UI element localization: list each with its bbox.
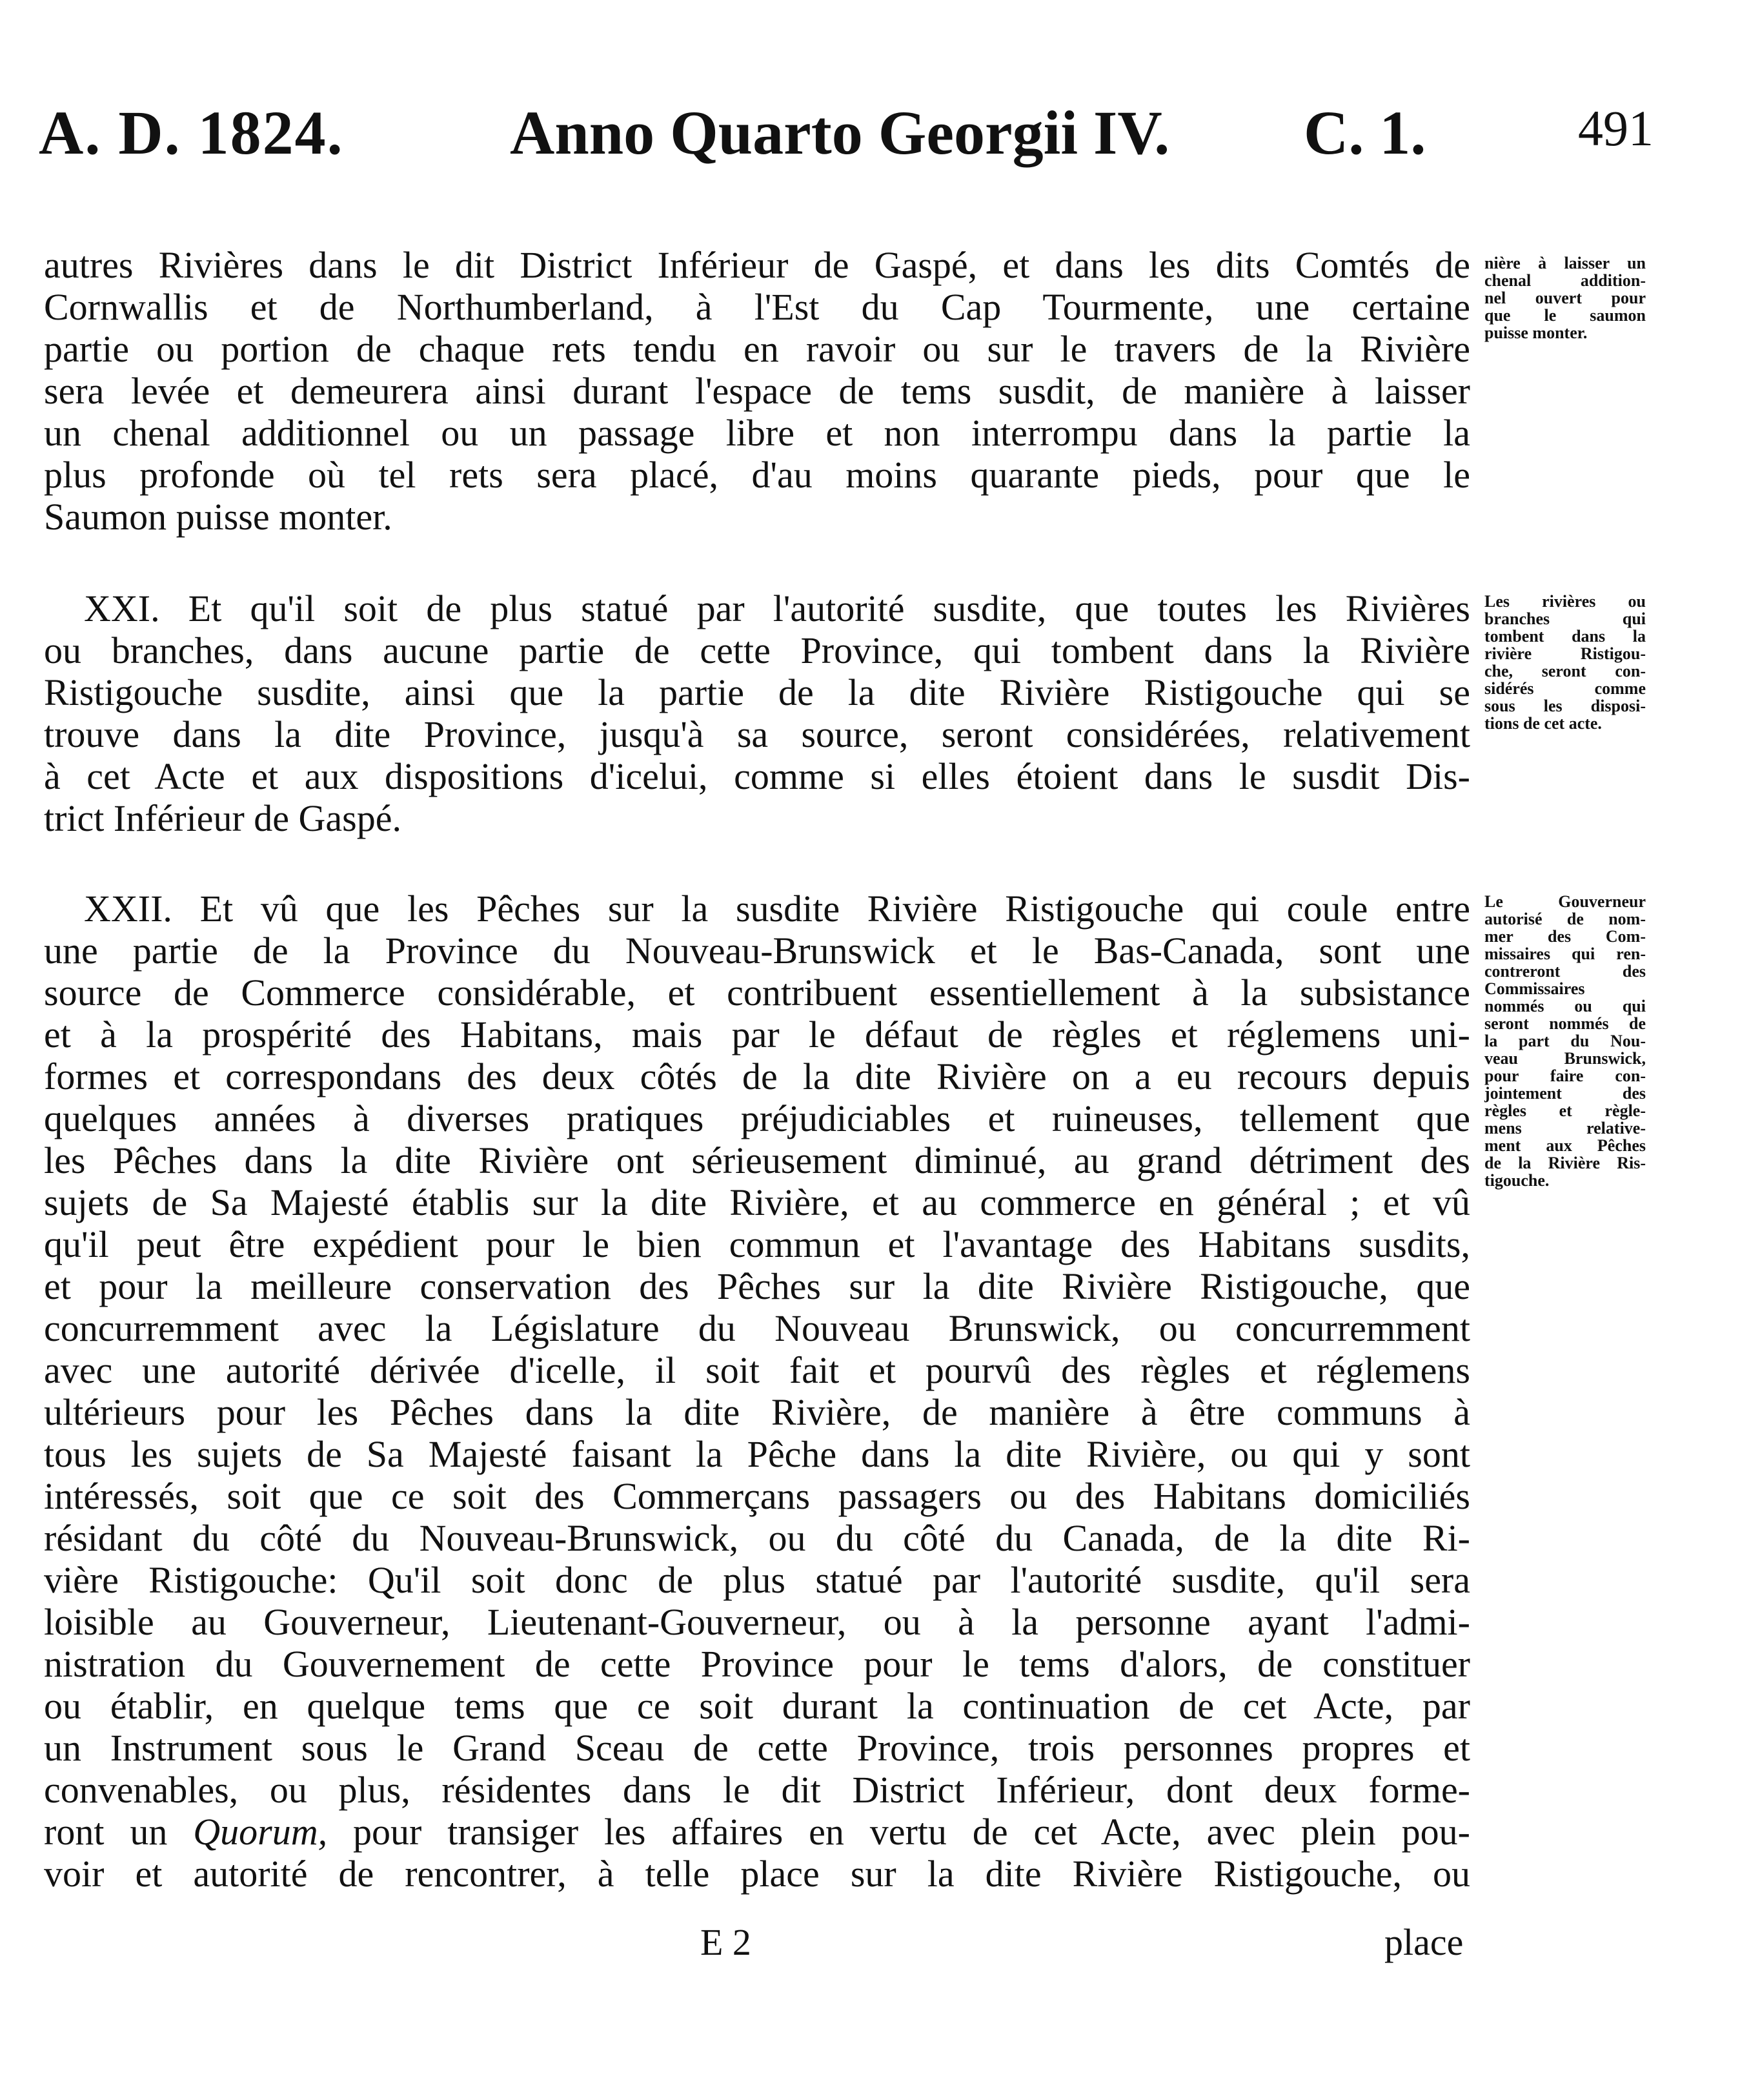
text-line: plus profonde où tel rets sera placé, d'au moins quarante pieds, pour que le <box>44 454 1470 496</box>
paragraph-continuation <box>44 244 1470 538</box>
margin-note-line: nommés ou qui <box>1484 997 1646 1015</box>
text-line: à cet Acte et aux dispositions d'icelui, comme si elles étoient dans le susdit Dis- <box>44 755 1470 797</box>
text-line: autres Rivières dans le dit District Inférieur de Gaspé, et dans les dits Comtés de <box>44 244 1470 286</box>
margin-note-line: seront nommés de <box>1484 1014 1646 1033</box>
text-line: loisible au Gouverneur, Lieutenant-Gouverneur, ou à la personne ayant l'admi- <box>44 1601 1470 1643</box>
margin-note-line: contreront des <box>1484 962 1646 981</box>
text-line: vière Ristigouche: Qu'il soit donc de plus statué par l'autorité susdite, qu'il sera <box>44 1559 1470 1601</box>
margin-note-line: tions de cet acte. <box>1484 714 1602 733</box>
text-line: trict Inférieur de Gaspé. <box>44 797 401 839</box>
margin-note-line: sous les disposi- <box>1484 697 1646 715</box>
text-line: un Instrument sous le Grand Sceau de cette Province, trois personnes propres et <box>44 1727 1470 1769</box>
text-line: une partie de la Province du Nouveau-Brunswick et le Bas-Canada, sont une <box>44 930 1470 972</box>
text-line <box>44 888 1470 930</box>
margin-note-line: autorisé de nom- <box>1484 910 1646 928</box>
signature-mark: E 2 <box>700 1921 751 1963</box>
margin-note-line: ment aux Pêches <box>1484 1136 1646 1155</box>
margin-note-line: sidérés comme <box>1484 679 1646 698</box>
margin-note-line: puisse monter. <box>1484 323 1588 342</box>
text-line: sera levée et demeurera ainsi durant l'espace de tems susdit, de manière à laisser <box>44 370 1470 412</box>
margin-note-line: tombent dans la <box>1484 627 1646 646</box>
margin-note-line: pour faire con- <box>1484 1066 1646 1085</box>
text-line: Ristigouche susdite, ainsi que la partie de la dite Rivière Ristigouche qui se <box>44 671 1470 713</box>
text-line: convenables, ou plus, résidentes dans le dit District Inférieur, dont deux forme- <box>44 1769 1470 1811</box>
margin-note-line: tigouche. <box>1484 1171 1550 1190</box>
text-line: Cornwallis et de Northumberland, à l'Est du Cap Tourmente, une certaine <box>44 286 1470 328</box>
section-first-line: Et vû que les Pêches sur la susdite Rivière Ristigouche qui coule entre <box>199 888 1471 930</box>
margin-note-line: missaires qui ren- <box>1484 944 1646 963</box>
quorum-line-end: pour transiger les affaires en vertu de cet Acte, avec plein pou- <box>327 1811 1470 1853</box>
margin-note-line: che, seront con- <box>1484 662 1646 680</box>
section-number: XXI. <box>84 587 160 629</box>
text-line: et pour la meilleure conservation des Pêches sur la dite Rivière Ristigouche, que <box>44 1265 1470 1307</box>
text-line: ultérieurs pour les Pêches dans la dite Rivière, de manière à être communs à <box>44 1391 1470 1433</box>
margin-note-line: règles et règle- <box>1484 1101 1646 1120</box>
text-line: un chenal additionnel ou un passage libre et non interrompu dans la partie la <box>44 412 1470 454</box>
margin-note-line: que le saumon <box>1484 306 1646 325</box>
text-line: source de Commerce considérable, et contribuent essentiellement à la subsistance <box>44 972 1470 1014</box>
header-title: Anno Quarto Georgii IV. <box>510 98 1170 167</box>
margin-note-line: la part du Nou- <box>1484 1032 1646 1050</box>
text-line: Saumon puisse monter. <box>44 496 392 538</box>
margin-note-line: Les rivières ou <box>1484 592 1646 611</box>
quorum-italic: Quorum, <box>193 1811 328 1853</box>
section-xxi <box>44 587 1470 839</box>
text-line: ou branches, dans aucune partie de cette Province, qui tombent dans la Rivière <box>44 629 1470 671</box>
margin-note-line: chenal addition- <box>1484 271 1646 290</box>
section-first-line: Et qu'il soit de plus statué par l'autorité susdite, que toutes les Rivières <box>188 587 1471 629</box>
margin-note-rivers <box>1484 593 1646 732</box>
text-line: nistration du Gouvernement de cette Province pour le tems d'alors, de constituer <box>44 1643 1470 1685</box>
text-line: formes et correspondans des deux côtés de la dite Rivière on a eu recours depuis <box>44 1055 1470 1097</box>
margin-note-line: rivière Ristigou- <box>1484 644 1646 663</box>
running-header <box>39 97 1652 187</box>
text-line: les Pêches dans la dite Rivière ont sérieusement diminué, au grand détriment des <box>44 1139 1470 1181</box>
catchword: place <box>1384 1921 1464 1963</box>
margin-note-line: branches qui <box>1484 609 1646 628</box>
page-footer <box>0 1921 1740 1972</box>
text-line: sujets de Sa Majesté établis sur la dite Rivière, et au commerce en général ; et vû <box>44 1181 1470 1223</box>
header-chapter: C. 1. <box>1304 98 1426 167</box>
text-line: et à la prospérité des Habitans, mais par le défaut de règles et réglemens uni- <box>44 1014 1470 1055</box>
text-line: tous les sujets de Sa Majesté faisant la Pêche dans la dite Rivière, ou qui y sont <box>44 1433 1470 1475</box>
text-line: quelques années à diverses pratiques préjudiciables et ruineuses, tellement que <box>44 1097 1470 1139</box>
margin-note-line: mens relative- <box>1484 1119 1646 1137</box>
section-number: XXII. <box>84 888 172 930</box>
margin-note-line: nière à laisser un <box>1484 254 1646 272</box>
text-line: avec une autorité dérivée d'icelle, il soit fait et pourvû des règles et réglemens <box>44 1349 1470 1391</box>
text-line <box>44 587 1470 629</box>
margin-note-governor <box>1484 893 1646 1189</box>
text-line: partie ou portion de chaque rets tendu en ravoir ou sur le travers de la Rivière <box>44 328 1470 370</box>
text-line: intéressés, soit que ce soit des Commerçans passagers ou des Habitans domiciliés <box>44 1475 1470 1517</box>
header-year: A. D. 1824. <box>39 98 344 167</box>
text-line: voir et autorité de rencontrer, à telle place sur la dite Rivière Ristigouche, ou <box>44 1853 1470 1895</box>
text-line: qu'il peut être expédient pour le bien commun et l'avantage des Habitans susdits, <box>44 1223 1470 1265</box>
text-line: trouve dans la dite Province, jusqu'à sa source, seront considérées, relativement <box>44 713 1470 755</box>
text-line <box>44 1811 1470 1853</box>
margin-note-line: nel ouvert pour <box>1484 289 1646 307</box>
margin-note-channel <box>1484 254 1646 342</box>
text-line: ou établir, en quelque tems que ce soit durant la continuation de cet Acte, par <box>44 1685 1470 1727</box>
page-number: 491 <box>1578 100 1654 156</box>
text-line: concurremment avec la Législature du Nouveau Brunswick, ou concurremment <box>44 1307 1470 1349</box>
margin-note-line: mer des Com- <box>1484 927 1646 946</box>
text-line: résidant du côté du Nouveau-Brunswick, ou du côté du Canada, de la dite Ri- <box>44 1517 1470 1559</box>
margin-note-line: de la Rivière Ris- <box>1484 1154 1646 1172</box>
section-xxii <box>44 888 1470 1895</box>
quorum-line-start: ront un <box>44 1811 194 1853</box>
margin-note-line: veau Brunswick, <box>1484 1049 1646 1068</box>
margin-note-line: jointement des <box>1484 1084 1646 1103</box>
margin-note-line: Le Gouverneur <box>1484 892 1646 911</box>
margin-note-line: Commissaires <box>1484 979 1585 998</box>
